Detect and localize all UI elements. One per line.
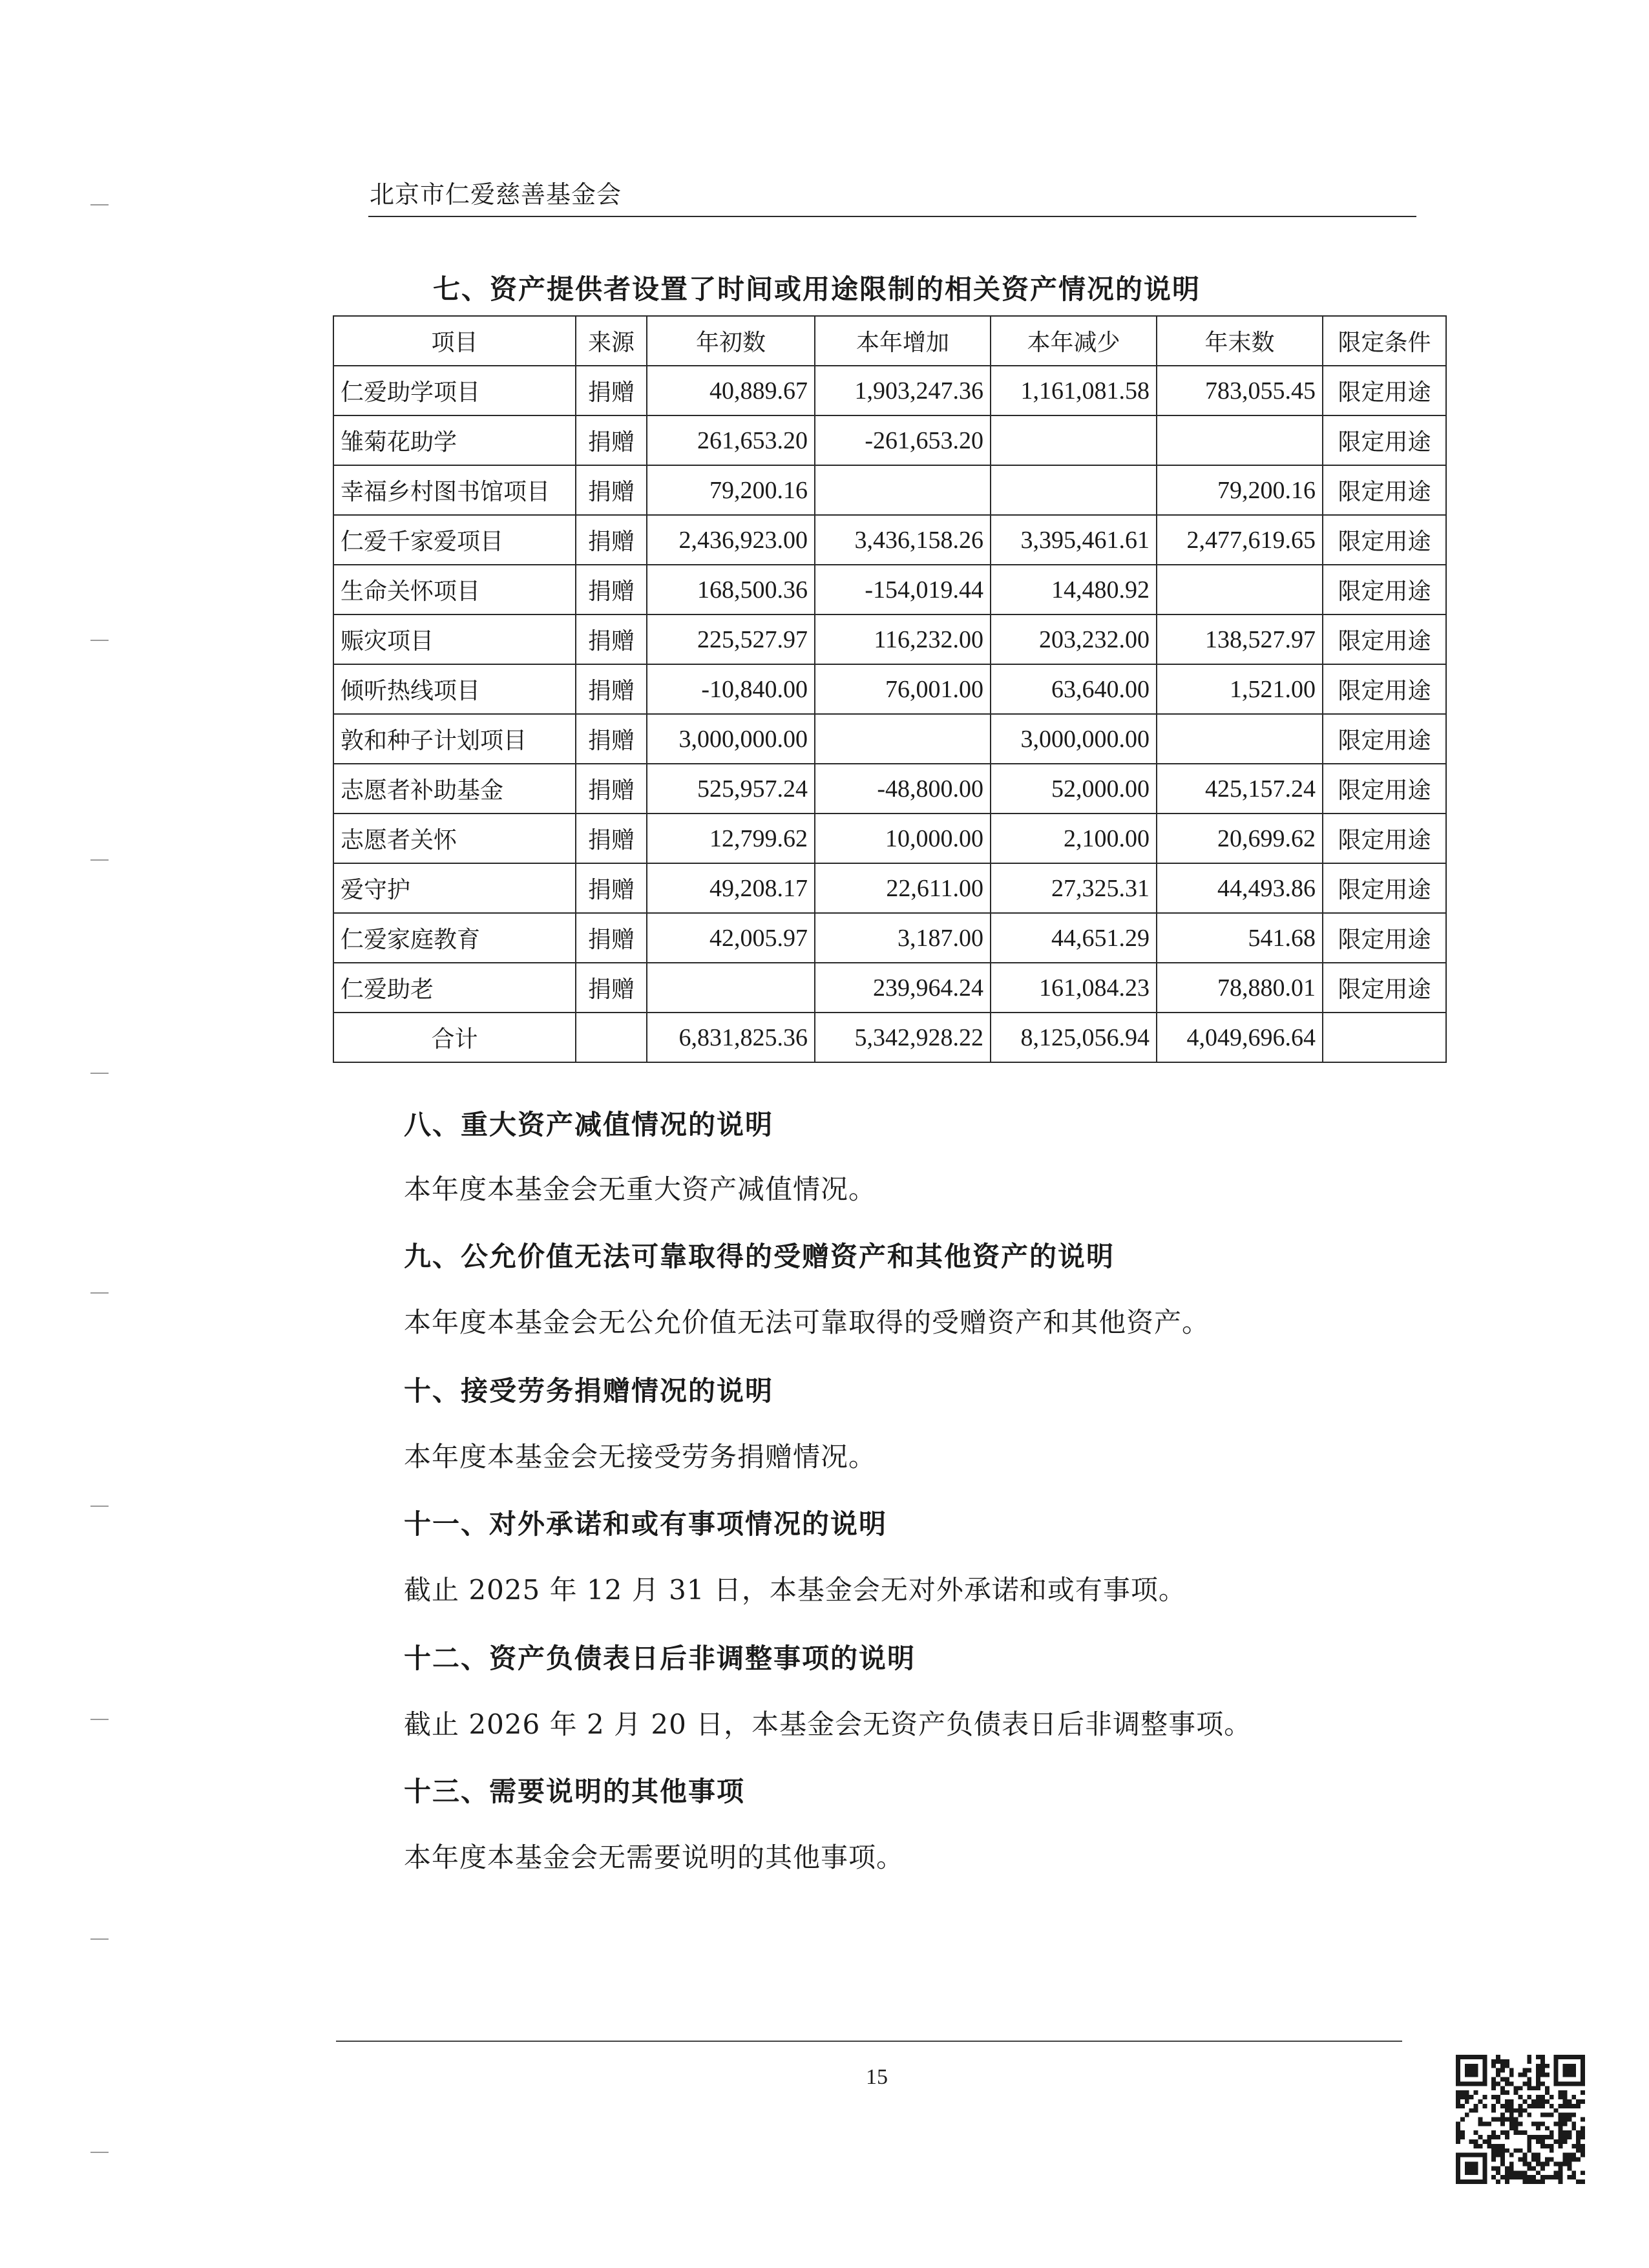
cell-increase: 22,611.00	[815, 863, 991, 913]
cell-begin: 168,500.36	[647, 565, 815, 614]
cell-end	[1157, 415, 1323, 465]
cell-decrease	[991, 415, 1157, 465]
cell-condition: 限定用途	[1323, 465, 1446, 515]
section-11-body: 截止 2025 年 12 月 31 日，本基金会无对外承诺和或有事项。	[404, 1574, 1186, 1606]
cell-end: 425,157.24	[1157, 764, 1323, 814]
total-increase: 5,342,928.22	[815, 1013, 991, 1062]
cell-increase: 116,232.00	[815, 614, 991, 664]
cell-increase: -154,019.44	[815, 565, 991, 614]
header-item: 项目	[333, 316, 576, 366]
margin-mark	[90, 2152, 109, 2153]
margin-mark	[90, 1073, 109, 1074]
table-row	[333, 565, 1446, 614]
cell-source: 捐赠	[576, 963, 647, 1013]
cell-condition: 限定用途	[1323, 664, 1446, 714]
cell-increase: 1,903,247.36	[815, 366, 991, 415]
section-9-heading: 九、公允价值无法可靠取得的受赠资产和其他资产的说明	[404, 1241, 1115, 1272]
cell-source: 捐赠	[576, 565, 647, 614]
cell-item: 生命关怀项目	[333, 565, 576, 614]
cell-source: 捐赠	[576, 415, 647, 465]
cell-end: 44,493.86	[1157, 863, 1323, 913]
cell-condition: 限定用途	[1323, 565, 1446, 614]
cell-begin: 525,957.24	[647, 764, 815, 814]
header-begin: 年初数	[647, 316, 815, 366]
table-header-row	[333, 316, 1446, 366]
table-row	[333, 764, 1446, 814]
cell-source: 捐赠	[576, 614, 647, 664]
table-row	[333, 614, 1446, 664]
cell-condition: 限定用途	[1323, 366, 1446, 415]
cell-end	[1157, 714, 1323, 764]
cell-end: 20,699.62	[1157, 814, 1323, 863]
header-increase: 本年增加	[815, 316, 991, 366]
cell-increase	[815, 465, 991, 515]
cell-increase: 3,187.00	[815, 913, 991, 963]
total-decrease: 8,125,056.94	[991, 1013, 1157, 1062]
cell-item: 仁爱千家爱项目	[333, 515, 576, 565]
cell-item: 雏菊花助学	[333, 415, 576, 465]
cell-decrease: 63,640.00	[991, 664, 1157, 714]
section-8-heading: 八、重大资产减值情况的说明	[404, 1109, 774, 1140]
cell-decrease: 44,651.29	[991, 913, 1157, 963]
cell-source: 捐赠	[576, 814, 647, 863]
restricted-assets-table	[333, 315, 1447, 1063]
table-row	[333, 963, 1446, 1013]
table-row	[333, 465, 1446, 515]
cell-item: 幸福乡村图书馆项目	[333, 465, 576, 515]
total-source-empty	[576, 1013, 647, 1062]
total-begin: 6,831,825.36	[647, 1013, 815, 1062]
table-row	[333, 415, 1446, 465]
cell-increase: -261,653.20	[815, 415, 991, 465]
cell-item: 爱守护	[333, 863, 576, 913]
cell-condition: 限定用途	[1323, 863, 1446, 913]
cell-begin: 42,005.97	[647, 913, 815, 963]
section-8-body: 本年度本基金会无重大资产减值情况。	[404, 1173, 877, 1205]
header-rule	[368, 216, 1416, 217]
cell-decrease: 14,480.92	[991, 565, 1157, 614]
cell-decrease: 1,161,081.58	[991, 366, 1157, 415]
cell-condition: 限定用途	[1323, 963, 1446, 1013]
cell-condition: 限定用途	[1323, 913, 1446, 963]
cell-decrease: 2,100.00	[991, 814, 1157, 863]
section-10-heading: 十、接受劳务捐赠情况的说明	[404, 1375, 774, 1407]
margin-mark	[90, 1292, 109, 1294]
cell-item: 志愿者关怀	[333, 814, 576, 863]
cell-source: 捐赠	[576, 664, 647, 714]
cell-increase: 10,000.00	[815, 814, 991, 863]
header-source: 来源	[576, 316, 647, 366]
cell-increase: 239,964.24	[815, 963, 991, 1013]
cell-decrease: 27,325.31	[991, 863, 1157, 913]
cell-item: 倾听热线项目	[333, 664, 576, 714]
margin-mark	[90, 859, 109, 861]
cell-condition: 限定用途	[1323, 515, 1446, 565]
cell-end: 138,527.97	[1157, 614, 1323, 664]
margin-mark	[90, 1719, 109, 1720]
header-decrease: 本年减少	[991, 316, 1157, 366]
cell-begin: 225,527.97	[647, 614, 815, 664]
cell-begin: 2,436,923.00	[647, 515, 815, 565]
cell-condition: 限定用途	[1323, 714, 1446, 764]
table-total-row	[333, 1013, 1446, 1062]
cell-end: 2,477,619.65	[1157, 515, 1323, 565]
cell-end: 78,880.01	[1157, 963, 1323, 1013]
cell-item: 仁爱助学项目	[333, 366, 576, 415]
cell-condition: 限定用途	[1323, 764, 1446, 814]
margin-mark	[90, 204, 109, 205]
cell-item: 志愿者补助基金	[333, 764, 576, 814]
section-12-body: 截止 2026 年 2 月 20 日，本基金会无资产负债表日后非调整事项。	[404, 1708, 1252, 1740]
table-row	[333, 913, 1446, 963]
total-condition-empty	[1323, 1013, 1446, 1062]
cell-begin: 12,799.62	[647, 814, 815, 863]
cell-source: 捐赠	[576, 366, 647, 415]
cell-begin	[647, 963, 815, 1013]
total-label: 合计	[333, 1013, 576, 1062]
page-number: 15	[866, 2065, 888, 2089]
cell-end: 1,521.00	[1157, 664, 1323, 714]
cell-increase: -48,800.00	[815, 764, 991, 814]
cell-source: 捐赠	[576, 913, 647, 963]
cell-increase: 76,001.00	[815, 664, 991, 714]
cell-end: 79,200.16	[1157, 465, 1323, 515]
cell-begin: 261,653.20	[647, 415, 815, 465]
cell-begin: 40,889.67	[647, 366, 815, 415]
cell-source: 捐赠	[576, 515, 647, 565]
margin-mark	[90, 640, 109, 641]
section-7-heading: 七、资产提供者设置了时间或用途限制的相关资产情况的说明	[433, 273, 1201, 305]
cell-begin: -10,840.00	[647, 664, 815, 714]
cell-condition: 限定用途	[1323, 415, 1446, 465]
cell-decrease: 3,000,000.00	[991, 714, 1157, 764]
table-row	[333, 714, 1446, 764]
cell-source: 捐赠	[576, 714, 647, 764]
table-row	[333, 664, 1446, 714]
cell-item: 仁爱助老	[333, 963, 576, 1013]
footer-rule	[336, 2041, 1402, 2042]
cell-begin: 3,000,000.00	[647, 714, 815, 764]
header-organization-name: 北京市仁爱慈善基金会	[370, 180, 622, 209]
margin-mark	[90, 1506, 109, 1507]
total-end: 4,049,696.64	[1157, 1013, 1323, 1062]
section-11-heading: 十一、对外承诺和或有事项情况的说明	[404, 1508, 888, 1540]
header-end: 年末数	[1157, 316, 1323, 366]
cell-end	[1157, 565, 1323, 614]
section-13-heading: 十三、需要说明的其他事项	[404, 1776, 746, 1807]
cell-item: 赈灾项目	[333, 614, 576, 664]
cell-source: 捐赠	[576, 764, 647, 814]
cell-source: 捐赠	[576, 465, 647, 515]
cell-decrease: 203,232.00	[991, 614, 1157, 664]
cell-decrease	[991, 465, 1157, 515]
section-9-body: 本年度本基金会无公允价值无法可靠取得的受赠资产和其他资产。	[404, 1307, 1210, 1338]
qr-code-icon	[1456, 2055, 1585, 2184]
cell-item: 敦和种子计划项目	[333, 714, 576, 764]
table-row	[333, 366, 1446, 415]
margin-mark	[90, 1938, 109, 1940]
cell-end: 541.68	[1157, 913, 1323, 963]
table-row	[333, 814, 1446, 863]
cell-increase	[815, 714, 991, 764]
cell-condition: 限定用途	[1323, 614, 1446, 664]
cell-source: 捐赠	[576, 863, 647, 913]
section-12-heading: 十二、资产负债表日后非调整事项的说明	[404, 1643, 916, 1674]
cell-item: 仁爱家庭教育	[333, 913, 576, 963]
cell-decrease: 52,000.00	[991, 764, 1157, 814]
header-condition: 限定条件	[1323, 316, 1446, 366]
cell-end: 783,055.45	[1157, 366, 1323, 415]
cell-increase: 3,436,158.26	[815, 515, 991, 565]
cell-decrease: 3,395,461.61	[991, 515, 1157, 565]
table-row	[333, 515, 1446, 565]
section-13-body: 本年度本基金会无需要说明的其他事项。	[404, 1842, 905, 1873]
section-10-body: 本年度本基金会无接受劳务捐赠情况。	[404, 1441, 877, 1473]
cell-begin: 49,208.17	[647, 863, 815, 913]
cell-begin: 79,200.16	[647, 465, 815, 515]
cell-condition: 限定用途	[1323, 814, 1446, 863]
table-row	[333, 863, 1446, 913]
cell-decrease: 161,084.23	[991, 963, 1157, 1013]
